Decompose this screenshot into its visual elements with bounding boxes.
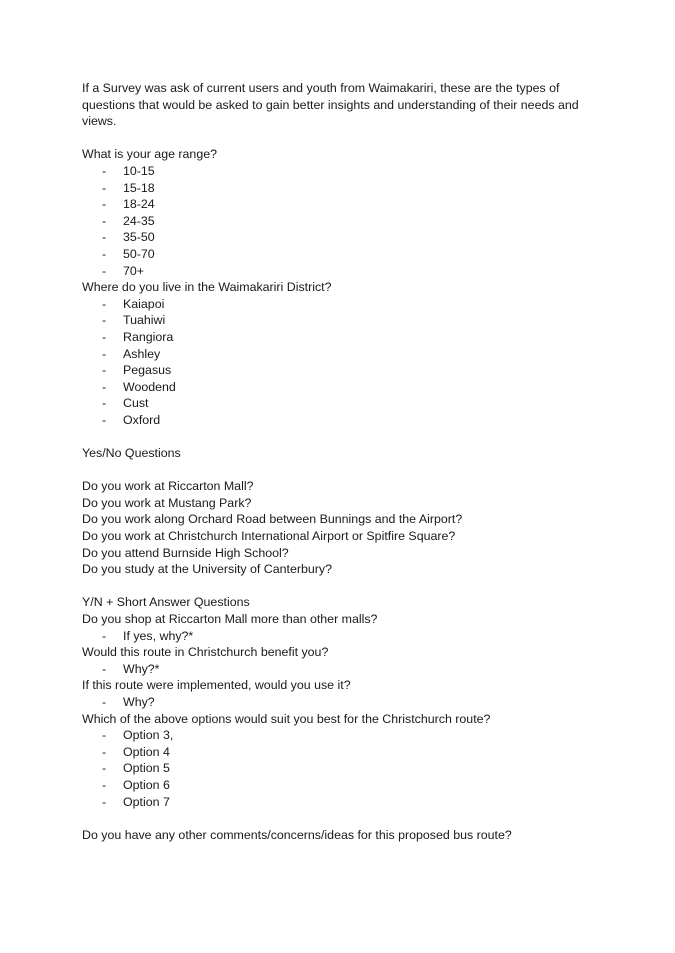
dash-bullet: - [102,213,107,228]
list-item: - Kaiapoi [102,296,165,311]
dash-bullet: - [102,661,107,676]
route-options-list [82,727,602,810]
dash-bullet: - [102,396,107,411]
yes-no-question: Do you study at the University of Canterbury? [82,562,332,577]
list-item: - If yes, why?* [102,628,194,643]
dash-bullet: - [102,163,107,178]
closing-question: Do you have any other comments/concerns/ideas for this proposed bus route? [82,827,512,842]
intro-paragraph: If a Survey was ask of current users and youth from Waimakariri, these are the types of questions that would be asked to gain better insights and understanding of their needs and views. [82,81,579,129]
dash-bullet: - [102,628,107,643]
list-item: - Option 4 [102,744,170,759]
follow-up-list [82,694,602,711]
dash-bullet: - [102,180,107,195]
spacer [82,462,602,479]
dash-bullet: - [102,794,107,809]
dash-bullet: - [102,230,107,245]
dash-bullet: - [102,246,107,261]
list-item: - Option 6 [102,777,170,792]
dash-bullet: - [102,412,107,427]
short-answer-question: If this route were implemented, would you use it? [82,678,351,693]
document-page [82,80,602,843]
list-item: - Why? [102,694,155,709]
dash-bullet: - [102,744,107,759]
dash-bullet: - [102,329,107,344]
age-question: What is your age range? [82,147,217,162]
list-item: - Oxford [102,412,161,427]
spacer [82,130,602,147]
short-answer-question: Do you shop at Riccarton Mall more than other malls? [82,612,378,626]
list-item: - 70+ [102,263,145,278]
follow-up-list [82,661,602,678]
short-answer-question: Which of the above options would suit you best for the Christchurch route? [82,711,491,726]
list-item: - Option 7 [102,794,170,809]
dash-bullet: - [102,197,107,212]
dash-bullet: - [102,379,107,394]
location-question: Where do you live in the Waimakariri District? [82,280,332,295]
dash-bullet: - [102,346,107,361]
dash-bullet: - [102,694,107,709]
dash-bullet: - [102,313,107,328]
spacer [82,428,602,445]
list-item: - 50-70 [102,246,155,261]
short-answer-heading: Y/N + Short Answer Questions [82,595,250,610]
yes-no-question: Do you work at Riccarton Mall? [82,479,254,494]
spacer [82,578,602,595]
yes-no-question: Do you attend Burnside High School? [82,545,289,560]
dash-bullet: - [102,761,107,776]
location-options-list [82,296,602,429]
list-item: - Why?* [102,661,160,676]
list-item: - 18-24 [102,197,155,212]
list-item: - Woodend [102,379,176,394]
dash-bullet: - [102,728,107,743]
dash-bullet: - [102,296,107,311]
age-options-list [82,163,602,279]
yes-no-question: Do you work along Orchard Road between Bunnings and the Airport? [82,512,463,527]
list-item: - Ashley [102,346,161,361]
yes-no-heading: Yes/No Questions [82,446,181,461]
list-item: - Tuahiwi [102,313,166,328]
spacer [82,810,602,827]
yes-no-question: Do you work at Christchurch International Airport or Spitfire Square? [82,529,456,544]
list-item: - Option 5 [102,761,170,776]
dash-bullet: - [102,363,107,378]
list-item: - 15-18 [102,180,155,195]
list-item: - 10-15 [102,163,155,178]
yes-no-question: Do you work at Mustang Park? [82,495,252,510]
list-item: - Option 3, [102,728,174,743]
dash-bullet: - [102,777,107,792]
list-item: - 35-50 [102,230,155,245]
short-answer-question: Would this route in Christchurch benefit you? [82,645,329,660]
list-item: - 24-35 [102,213,155,228]
list-item: - Pegasus [102,363,172,378]
list-item: - Rangiora [102,329,174,344]
dash-bullet: - [102,263,107,278]
list-item: - Cust [102,396,149,411]
follow-up-list [82,628,602,645]
